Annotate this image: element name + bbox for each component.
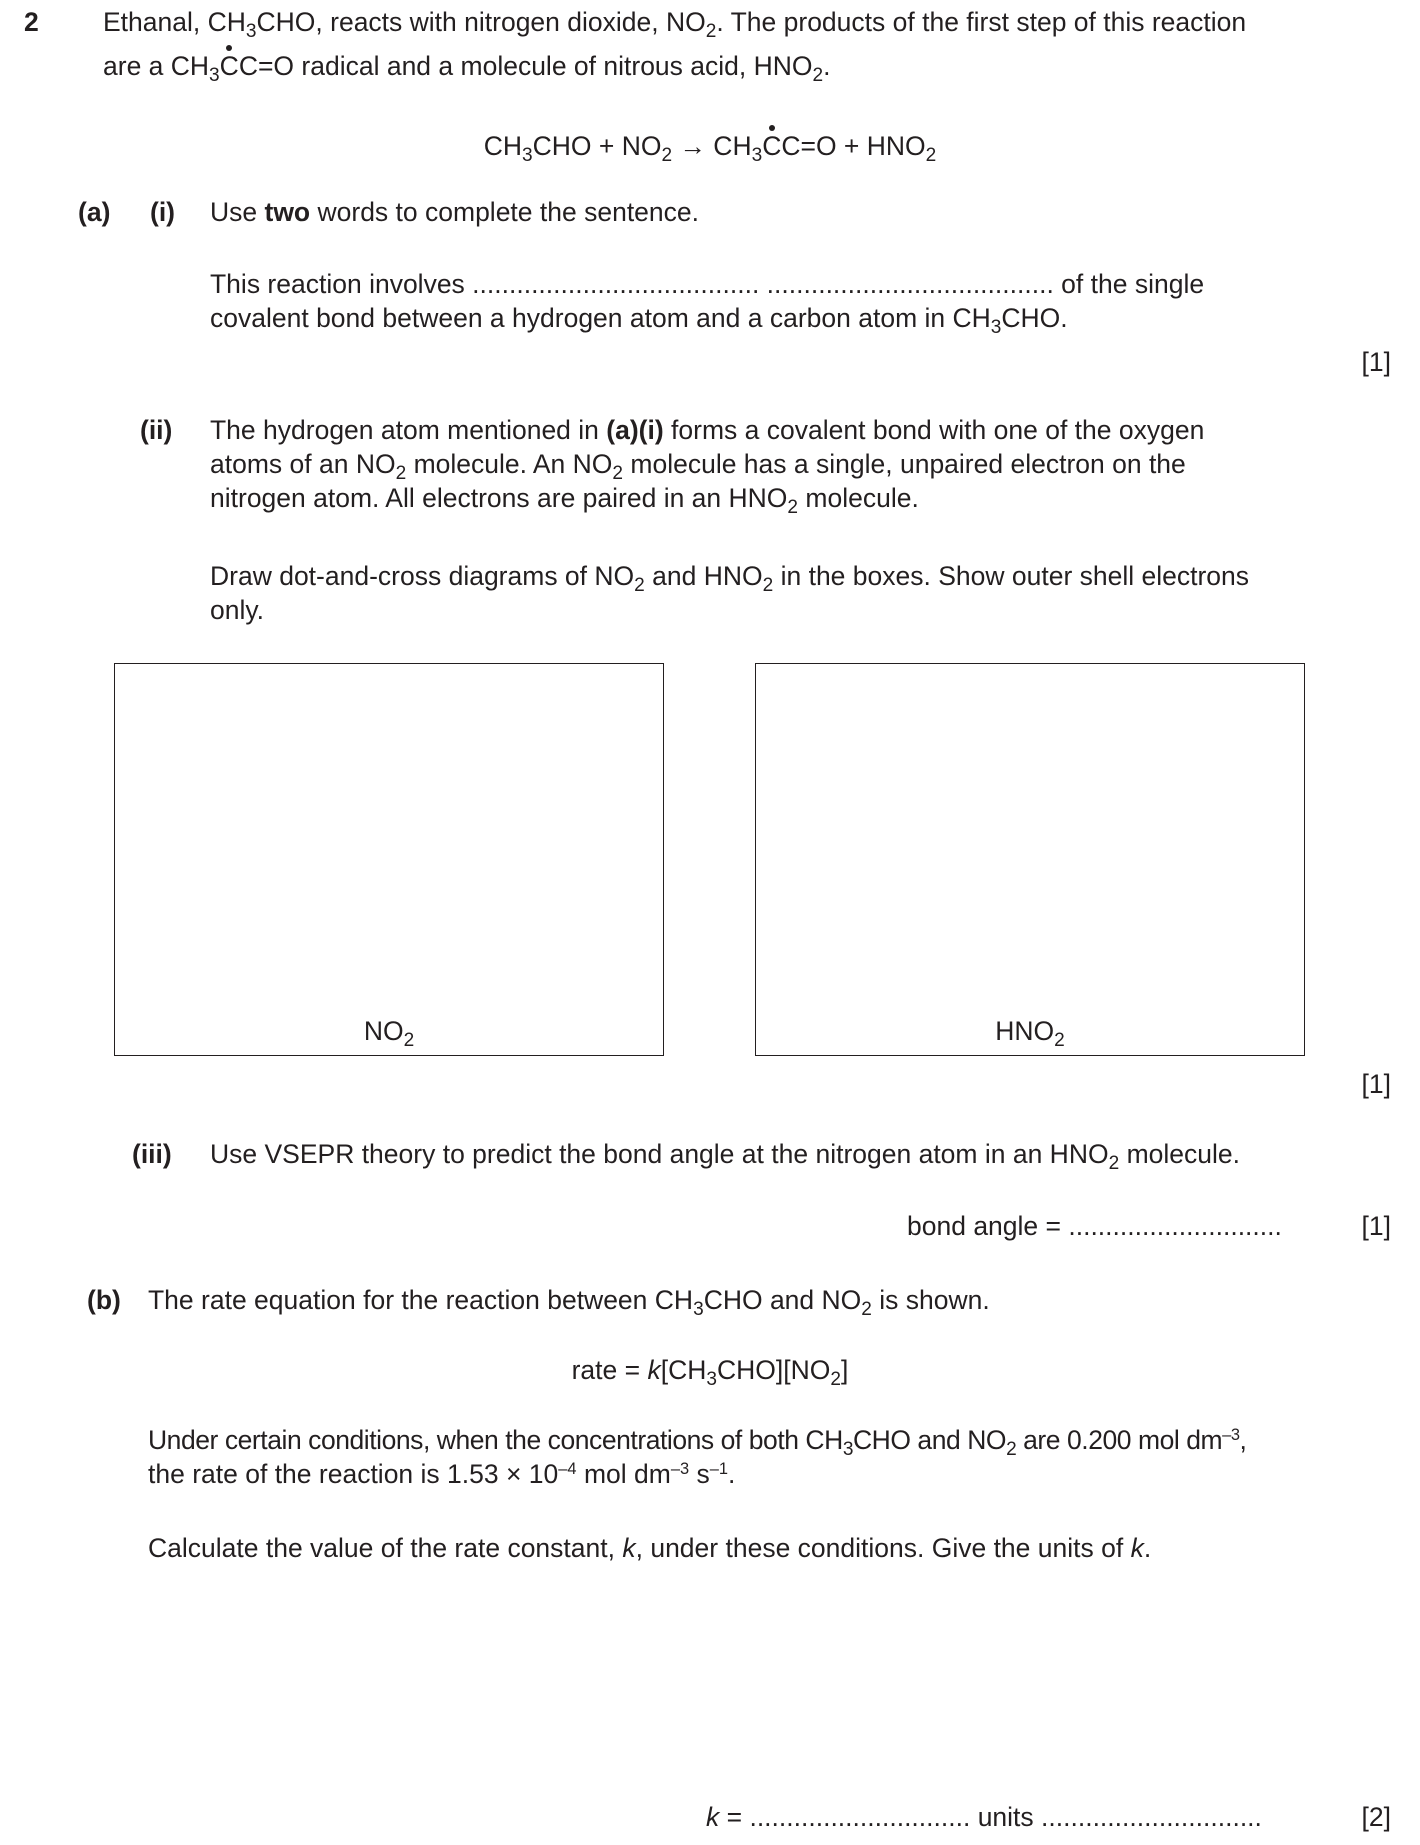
part-b-label: (b): [87, 1285, 121, 1315]
bond-angle-answer[interactable]: bond angle = .............................: [907, 1211, 1282, 1241]
part-a-ii-text: The hydrogen atom mentioned in (a)(i) forms a covalent bond with one of the oxygen atoms of an $NO_2$ molecule. An $NO_2$ molecule has a single, unpaired electron on the nitrogen atom. All electrons are paired in an $HNO_2$ molecule.: [210, 415, 1205, 518]
rate-constant-answer[interactable]: k = .............................. units ..............................: [706, 1802, 1262, 1832]
part-b-marks: [2]: [1361, 1802, 1391, 1832]
part-a-ii-label: (ii): [140, 415, 173, 445]
part-a-i-label: (i): [150, 197, 176, 227]
no2-box-label: $NO_2$: [363, 1016, 415, 1052]
part-b-conditions: Under certain conditions, when the concentrations of both $CH_3CHO$ and $NO_2$ are 0.200 mol $dm^{-3}$, the rate of the reaction is $1.53 \times 10^{-4}$ mol $dm^{-3}$ $s^{-1}$.: [148, 1425, 1247, 1489]
question-intro: Ethanal, $CH_3CHO$, reacts with nitrogen dioxide, $NO_2$. The products of the first step of this reaction are a $CH_3CC=O$ radical and a molecule of nitrous acid, $HNO_2$.: [103, 7, 1247, 86]
part-a-ii-draw-instruction: Draw dot-and-cross diagrams of $NO_2$ and $HNO_2$ in the boxes. Show outer shell electrons only.: [210, 561, 1250, 625]
part-b-intro: The rate equation for the reaction between $CH_3CHO$ and $NO_2$ is shown.: [148, 1285, 990, 1321]
question-number: 2: [24, 7, 39, 37]
part-a-ii-marks: [1]: [1361, 1069, 1391, 1099]
part-a-iii-text: Use VSEPR theory to predict the bond angle at the nitrogen atom in an $HNO_2$ molecule.: [210, 1139, 1240, 1175]
part-a-label: (a): [78, 197, 111, 227]
reaction-equation: $CH_3CHO + NO_2 \to CH_3CC=O + HNO_2$: [483, 131, 937, 167]
part-a-iii-label: (iii): [132, 1139, 172, 1169]
part-a-i-marks: [1]: [1361, 347, 1391, 377]
part-a-i-instruction: Use two words to complete the sentence.: [210, 197, 700, 227]
radical-carbon: C: [220, 50, 239, 84]
part-a-i-sentence: This reaction involves ....................................... ....................................... of the single covalent bond between a hydrogen atom and a carbon atom in $CH_3CHO$.: [210, 268, 1391, 336]
hno2-drawing-box[interactable]: [755, 663, 1305, 1056]
part-a-iii-marks: [1]: [1361, 1211, 1391, 1241]
part-b-calc-instruction: Calculate the value of the rate constant, k, under these conditions. Give the units of k.: [148, 1533, 1152, 1563]
no2-drawing-box[interactable]: [114, 663, 664, 1056]
rate-equation: rate = $k[CH_3CHO][NO_2]$: [571, 1355, 849, 1391]
hno2-box-label: $HNO_2$: [995, 1016, 1065, 1052]
fill-in-blanks[interactable]: This reaction involves ....................................... ....................................... of the single: [210, 269, 1205, 299]
